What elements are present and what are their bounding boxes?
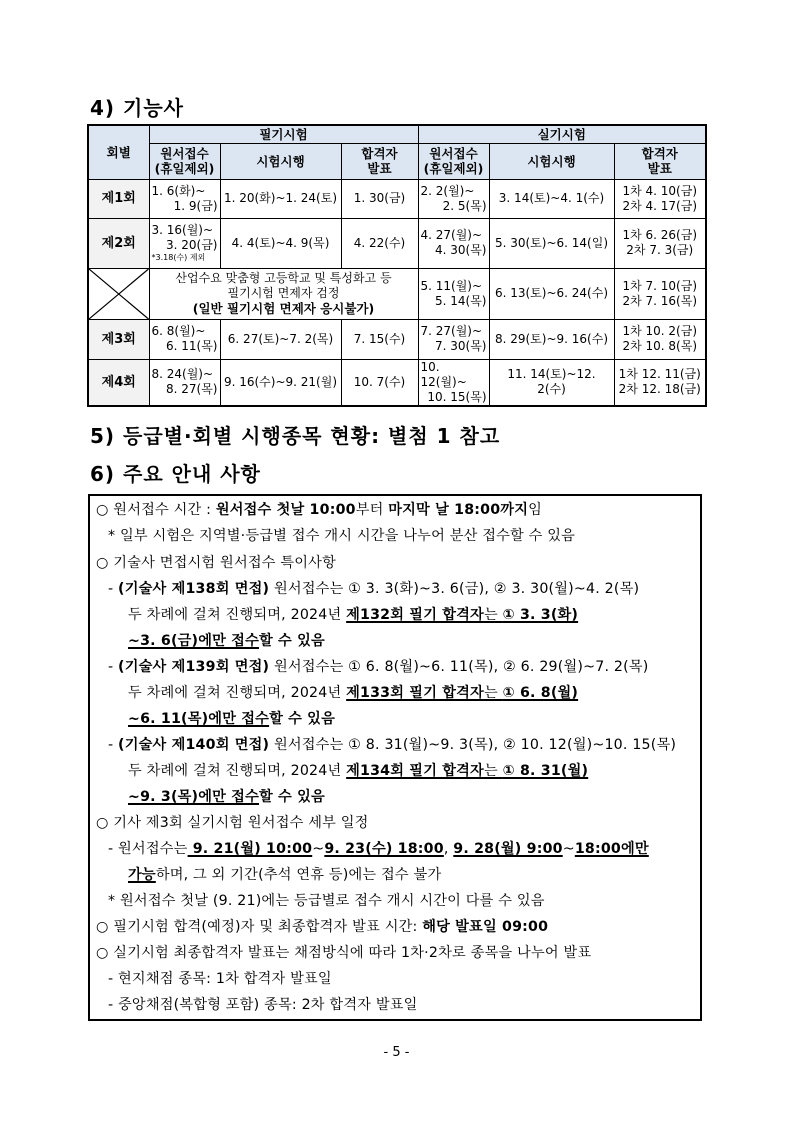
exclusion-note: *3.18(수) 제외: [151, 253, 206, 262]
interview-138-line-1: - (기술사 제138회 면접) 원서접수는 ① 3. 3(화)~3. 6(금), ② 3. 30(월)~4. 2(목): [108, 581, 640, 597]
special-note-2: 필기시험 면제자 검정: [227, 286, 340, 300]
craftsman-schedule-table: [87, 124, 707, 407]
interview-140-line-3: ~9. 3(목)에만 접수할 수 있음: [128, 789, 325, 805]
section-6-title: 6) 주요 안내 사항: [90, 462, 261, 486]
notice-announcement-time: ○ 필기시험 합격(예정)자 및 최종합격자 발표 시간: 해당 발표일 09:00: [96, 919, 549, 935]
page-number: - 5 -: [383, 1045, 410, 1060]
interview-139-line-3: ~6. 11(목)에만 접수할 수 있음: [128, 711, 335, 727]
interview-140-line-2: 두 차례에 걸쳐 진행되며, 2024년 제134회 필기 합격자는 ① 8. 31(월): [128, 763, 589, 779]
special-note-3: (일반 필기시험 면제자 응시불가): [192, 301, 375, 316]
header-round: 회별: [88, 125, 149, 179]
table-row: 제1회 1. 6(화)~ 1. 9(금) 1. 20(화)~1. 24(토) 1. 30(금) 2. 2(월)~ 2. 5(목) 3. 14(토)~4. 1(수) 1차 4. 10(금) 2차 4. 17(금): [88, 179, 706, 218]
notice-central-grading: - 중앙채점(복합형 포함) 종목: 2차 합격자 발표일: [108, 997, 418, 1013]
table-row: 제3회 6. 8(월)~ 6. 11(목) 6. 27(토)~7. 2(목) 7. 15(수) 7. 27(월)~ 7. 30(목) 8. 29(토)~9. 16(수) 1차 10. 2(금) 2차 10. 8(목): [88, 319, 706, 359]
header-written-exam: 필기시험: [149, 125, 418, 143]
notice-engineer-round3-dates: - 원서접수는 9. 21(월) 10:00~9. 23(수) 18:00, 9. 28(월) 9:00~18:00에만: [108, 841, 649, 857]
notice-pe-interview-heading: ○ 기술사 면접시험 원서접수 특이사항: [96, 555, 336, 571]
header-practical-apply: 원서접수 (휴일제외): [418, 143, 489, 179]
notice-footnote-2: * 원서접수 첫날 (9. 21)에는 등급별로 접수 개시 시간이 다를 수 있음: [108, 893, 545, 909]
notice-practical-announcement: ○ 실기시험 최종합격자 발표는 채점방식에 따라 1차·2차로 종목을 나누어 발표: [96, 945, 592, 961]
interview-139-line-2: 두 차례에 걸쳐 진행되며, 2024년 제133회 필기 합격자는 ① 6. 8(월): [128, 685, 579, 701]
header-written-result: 합격자 발표: [341, 143, 418, 179]
empty-cross-cell: [88, 268, 149, 319]
interview-138-line-2: 두 차례에 걸쳐 진행되며, 2024년 제132회 필기 합격자는 ① 3. 3(화): [128, 607, 579, 623]
notice-footnote-1: * 일부 시험은 지역별·등급별 접수 개시 시간을 나누어 분산 접수할 수 있음: [108, 528, 576, 544]
interview-140-line-1: - (기술사 제140회 면접) 원서접수는 ① 8. 31(월)~9. 3(목), ② 10. 12(월)~10. 15(목): [108, 737, 677, 753]
header-written-apply: 원서접수 (휴일제외): [149, 143, 220, 179]
header-practical-exam-date: 시험시행: [489, 143, 614, 179]
special-note-1: 산업수요 맞춤형 고등학교 및 특성화고 등: [175, 271, 392, 285]
table-row: 제4회 8. 24(월)~ 8. 27(목) 9. 16(수)~9. 21(월) 10. 7(수) 10. 12(월)~ 10. 15(목) 11. 14(토)~12. 2(수) 1차 12. 11(금) 2차 12. 18(금): [88, 359, 706, 406]
table-row: 제2회 3. 16(월)~ 3. 20(금) *3.18(수) 제외 4. 4(토)~4. 9(목) 4. 22(수) 4. 27(월)~ 4. 30(목) 5. 30(토)~6. 14(일) 1차 6. 26(금) 2차 7. 3(금): [88, 218, 706, 268]
notice-engineer-round3-heading: ○ 기사 제3회 실기시험 원서접수 세부 일정: [96, 815, 369, 831]
interview-139-line-1: - (기술사 제139회 면접) 원서접수는 ① 6. 8(월)~6. 11(목), ② 6. 29(월)~7. 2(목): [108, 659, 649, 675]
header-written-exam-date: 시험시행: [220, 143, 341, 179]
notice-onsite-grading: - 현지채점 종목: 1차 합격자 발표일: [108, 971, 332, 987]
cross-icon: [89, 269, 149, 319]
notice-engineer-round3-possible: 가능하며, 그 외 기간(추석 연휴 등)에는 접수 불가: [128, 867, 442, 883]
interview-138-line-3: ~3. 6(금)에만 접수할 수 있음: [128, 633, 325, 649]
notice-application-time: ○ 원서접수 시간 : 원서접수 첫날 10:00부터 마지막 날 18:00까지임: [96, 502, 543, 518]
header-practical-exam: 실기시험: [418, 125, 706, 143]
notice-box: [88, 494, 702, 1021]
header-practical-result: 합격자 발표: [614, 143, 706, 179]
section-4-title: 4) 기능사: [90, 96, 184, 120]
table-row-special: 산업수요 맞춤형 고등학교 및 특성화고 등 필기시험 면제자 검정 (일반 필기시험 면제자 응시불가) 5. 11(월)~ 5. 14(목) 6. 13(토)~6. 24(수) 1차 7. 10(금) 2차 7. 16(목): [88, 268, 706, 319]
section-5-title: 5) 등급별·회별 시행종목 현황: 별첨 1 참고: [90, 424, 501, 448]
